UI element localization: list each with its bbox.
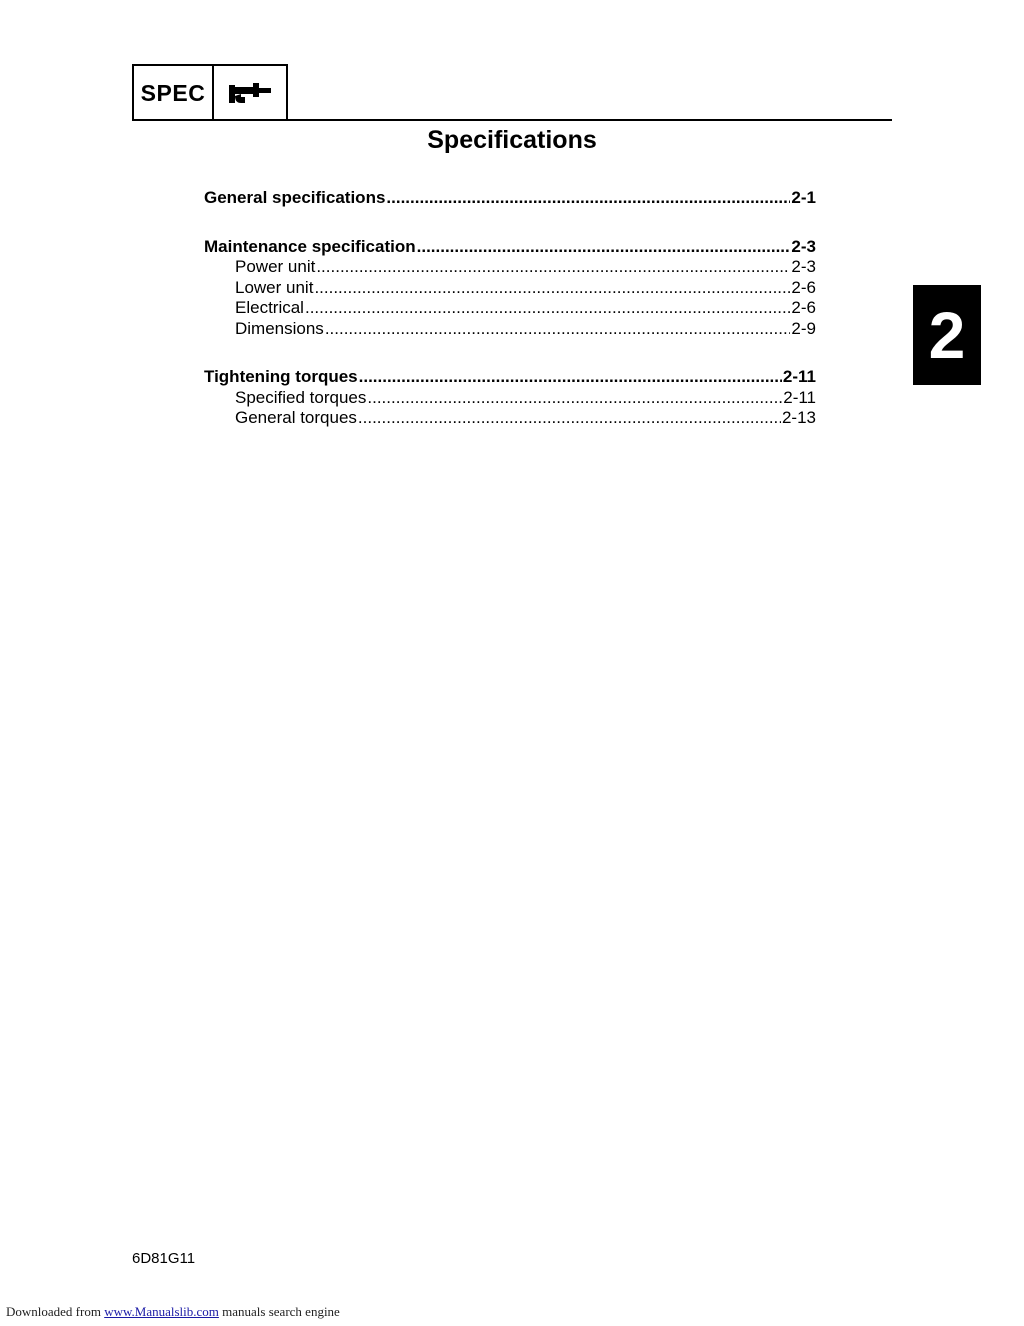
footer-prefix: Downloaded from: [6, 1304, 101, 1319]
toc-subentry[interactable]: [204, 257, 816, 278]
toc-group: [204, 367, 816, 429]
toc-subentry[interactable]: [204, 278, 816, 299]
toc-entry-label: General torques: [235, 408, 357, 427]
toc-leader: [325, 319, 791, 340]
toc-entry-page: 2-3: [791, 236, 816, 256]
toc-leader: [316, 257, 790, 278]
table-of-contents: [204, 188, 816, 457]
footer-suffix: manuals search engine: [222, 1304, 340, 1319]
toc-entry-label: Maintenance specification: [204, 236, 416, 256]
toc-subentry[interactable]: [204, 319, 816, 340]
toc-subentry[interactable]: [204, 408, 816, 429]
section-header: [132, 64, 288, 120]
toc-entry-page: 2-13: [781, 408, 816, 427]
toc-entry-label: General specifications: [204, 188, 386, 207]
toc-leader: [417, 237, 791, 258]
toc-entry-page: 2-11: [783, 387, 816, 407]
toc-entry-page: 2-3: [791, 257, 816, 276]
section-label: SPEC: [134, 66, 214, 120]
toc-entry-label: Power unit: [235, 257, 316, 276]
toc-leader: [386, 188, 790, 209]
toc-entry[interactable]: [204, 367, 816, 388]
toc-entry-label: Tightening torques: [204, 367, 358, 386]
toc-entry-label: Lower unit: [235, 277, 314, 297]
download-footer: [6, 1304, 340, 1320]
chapter-tab: 2: [913, 285, 981, 385]
toc-leader: [367, 388, 782, 409]
toc-entry[interactable]: [204, 188, 816, 209]
toc-entry[interactable]: [204, 237, 816, 258]
toc-subentry[interactable]: [204, 298, 816, 319]
toc-group: [204, 188, 816, 209]
toc-leader: [359, 367, 782, 388]
toc-entry-page: 2-9: [791, 318, 816, 338]
toc-entry-label: Dimensions: [235, 318, 324, 338]
manualslib-link[interactable]: www.Manualslib.com: [104, 1304, 219, 1319]
toc-entry-page: 2-6: [791, 277, 816, 297]
toc-entry-label: Electrical: [235, 298, 304, 317]
toc-entry-page: 2-6: [791, 298, 816, 317]
page-title: Specifications: [427, 126, 597, 154]
toc-leader: [358, 408, 781, 429]
toc-subentry[interactable]: [204, 388, 816, 409]
toc-leader: [314, 278, 790, 299]
toc-leader: [305, 298, 790, 319]
toc-entry-page: 2-1: [791, 188, 816, 207]
toc-entry-page: 2-11: [782, 367, 816, 386]
caliper-icon: [227, 80, 273, 106]
toc-group: [204, 237, 816, 340]
header-rule: [132, 119, 892, 121]
document-code: 6D81G11: [132, 1250, 196, 1267]
toc-entry-label: Specified torques: [235, 387, 367, 407]
